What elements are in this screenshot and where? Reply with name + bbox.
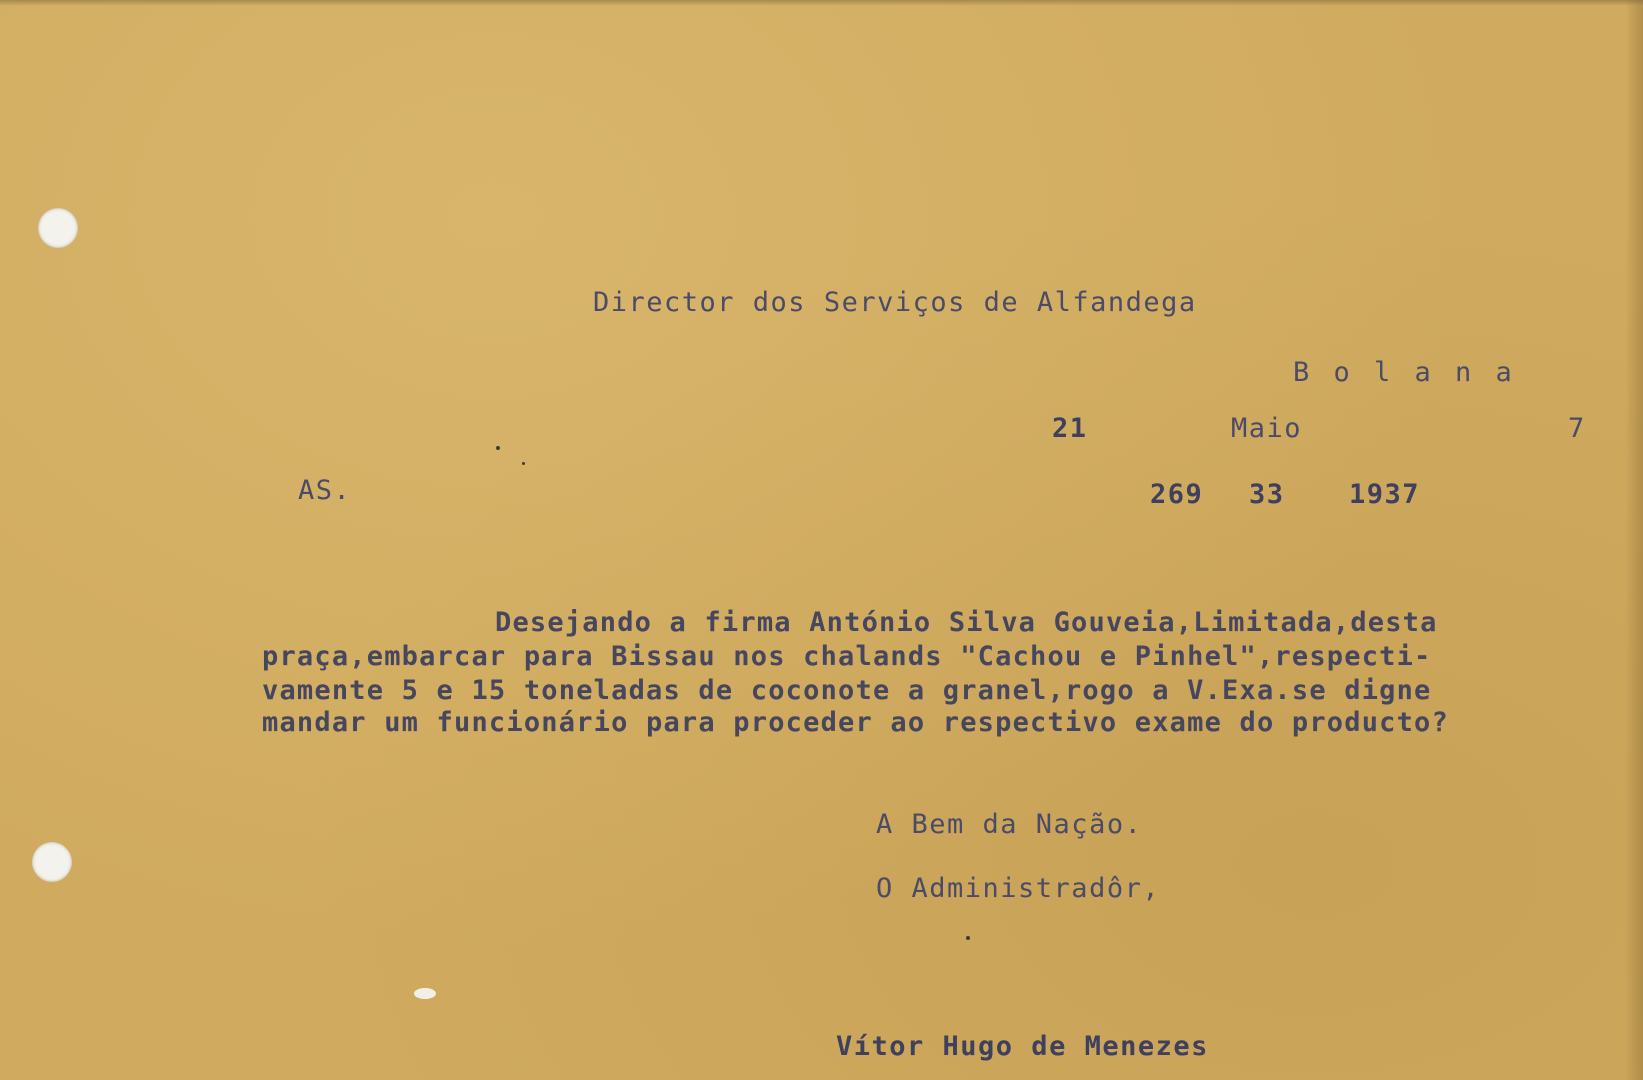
date-extra: 7 [1568,413,1586,444]
ink-speck [522,462,525,465]
ink-speck [966,936,970,940]
ink-speck [496,446,500,450]
signatory-title: O Administradôr, [876,873,1161,904]
reference-number: 269 [1150,479,1204,510]
recipient-line: Director dos Serviços de Alfandega [593,287,1197,318]
paper-top-edge [0,0,1643,6]
reference-year: 1937 [1349,479,1421,510]
paper-flaw [414,988,436,999]
body-line-1: Desejando a firma António Silva Gouveia,Limitada,desta [495,607,1438,638]
date-month: Maio [1231,413,1303,444]
reference-series: 33 [1249,479,1285,510]
signatory-name: Vítor Hugo de Menezes [836,1031,1209,1062]
closing-salutation: A Bem da Nação. [876,809,1143,840]
body-line-4: mandar um funcionário para proceder ao respectivo exame do producto? [262,707,1449,738]
body-line-3: vamente 5 e 15 toneladas de coconote a granel,rogo a V.Exa.se digne [262,675,1432,706]
reference-initials: AS. [298,475,352,506]
place-name: B o l a n a [1293,357,1516,388]
punch-hole-bottom [32,842,72,882]
date-day: 21 [1052,413,1088,444]
body-line-2: praça,embarcar para Bissau nos chalands "Cachou e Pinhel",respecti- [262,641,1432,672]
punch-hole-top [38,208,78,248]
paper-right-edge [1625,0,1643,1080]
